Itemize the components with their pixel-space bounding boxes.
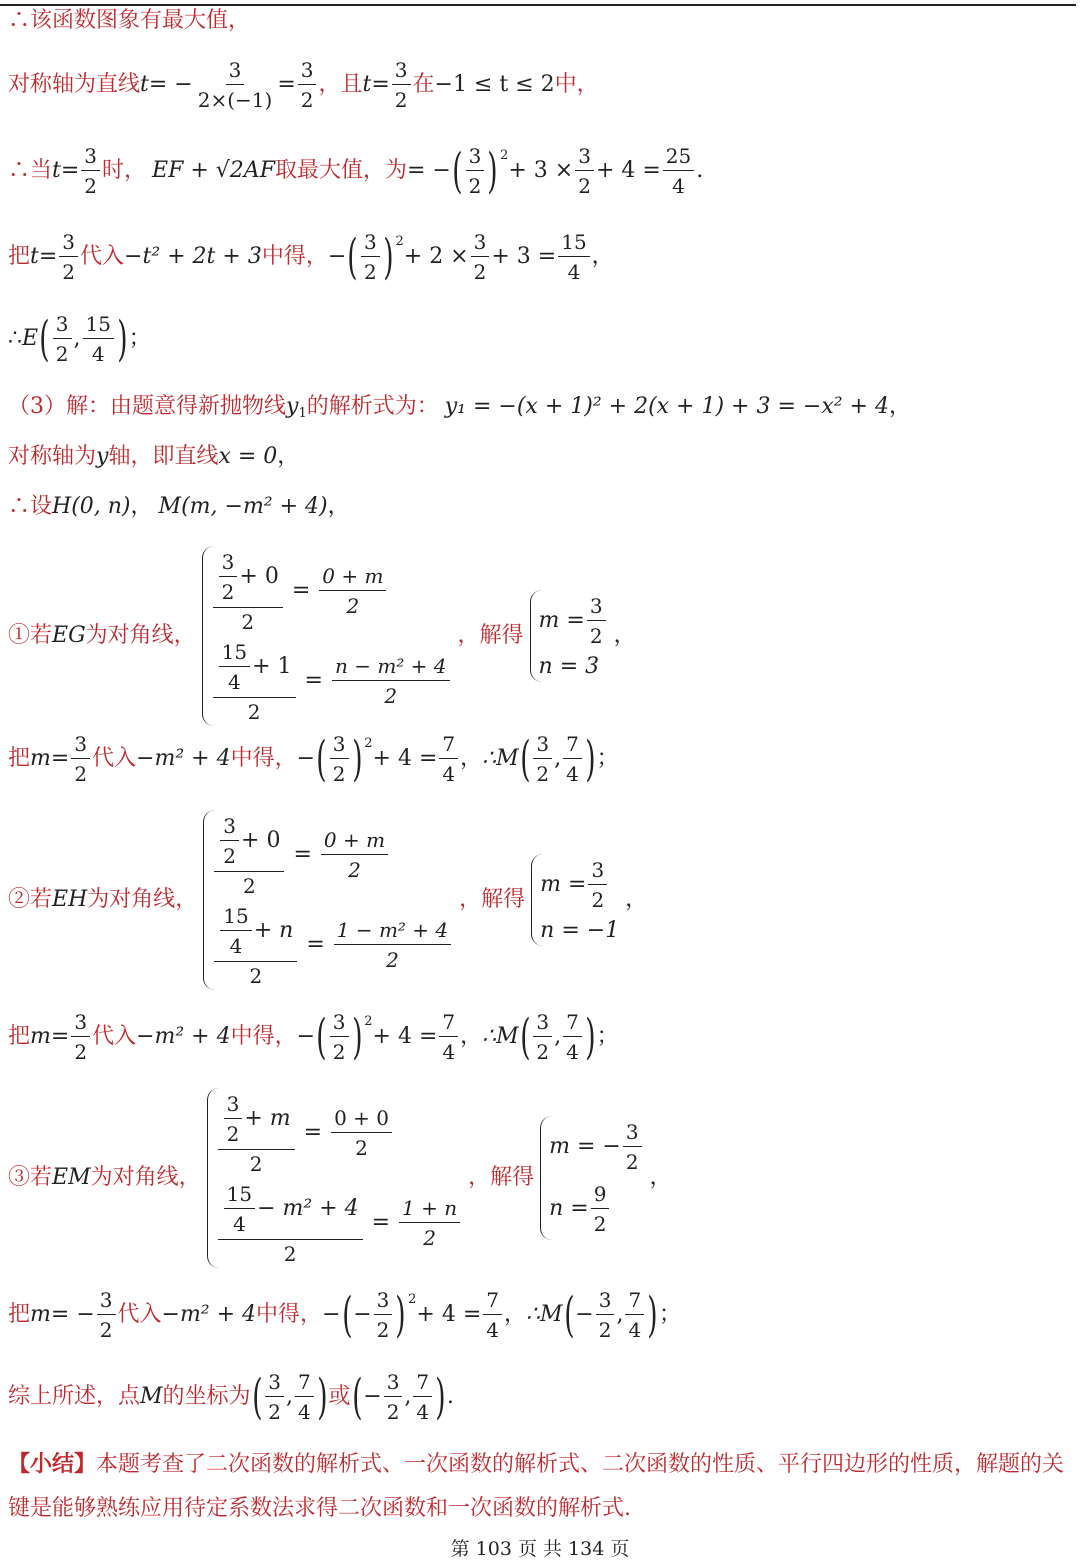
point-h: H(0, n)	[52, 494, 131, 519]
var: y	[96, 444, 109, 469]
fraction: $\frac{25}{4}$	[663, 144, 694, 198]
op: =	[38, 244, 58, 269]
var: t	[52, 158, 61, 183]
var: t	[140, 72, 149, 97]
line-axis	[8, 58, 599, 112]
case-2	[8, 810, 647, 990]
text: 中，	[554, 72, 599, 97]
text: 的解析式为：	[306, 394, 439, 419]
text: 中得，	[261, 244, 328, 269]
formula: y₁ = −(x + 1)² + 2(x + 1) + 3 = −x² + 4	[444, 394, 889, 419]
expression: EF + √2AF	[152, 158, 275, 183]
fraction: $\frac{3}{2}$	[361, 230, 380, 284]
case-1	[8, 546, 636, 726]
text: 代入	[92, 746, 137, 771]
op: −	[327, 244, 347, 269]
polynomial: −m² + 4	[136, 746, 231, 771]
line-sub-t: 把 t = $\frac{3}{2}$ 代入 −t² + 2t + 3 中得， − ( $\frac{3}{2}$ ) 2 + 2 × $\frac{3}{2}$ + 3 = $\frac{15}{4}$ ，	[8, 229, 614, 285]
text: ，解得	[459, 887, 526, 912]
text: ∴设	[8, 494, 53, 519]
equation-system: $\frac{3}{2}$ + 0 2 = $\frac{0 + m}{2}$ $\frac{15}{4}$ + n 2 = $\frac{\text{1 − m² + 4}}{2}$	[203, 810, 453, 990]
text: ∴当	[8, 158, 53, 183]
result-label: ∴M	[526, 1302, 563, 1327]
line-set-points	[8, 496, 350, 518]
fraction: $\frac{3}{2}$	[575, 144, 594, 198]
text: 把	[8, 1302, 31, 1327]
text: 综上所述，点	[8, 1384, 141, 1409]
subscript: 1	[298, 405, 307, 421]
point-label: E	[22, 326, 39, 351]
text: ③若	[8, 1165, 53, 1190]
punct: ，	[649, 1165, 672, 1190]
fraction: $\frac{3}{2}$	[53, 312, 72, 366]
fraction: $\frac{3}{2}$	[471, 230, 490, 284]
text: 为对角线，	[87, 887, 198, 912]
text: 中得，	[230, 1024, 297, 1049]
polynomial: −t² + 2t + 3	[124, 244, 262, 269]
text: 把	[8, 1024, 31, 1049]
text: 取最大值，为	[274, 158, 407, 183]
text: 或	[328, 1384, 351, 1409]
op: =	[277, 72, 296, 97]
equation-system: $\frac{3}{2}$ + 0 2 = $\frac{0 + m}{2}$ $\frac{15}{4}$ + 1 2 = $\frac{\text{n − m² + 4}}{2}$	[202, 546, 452, 726]
summary-text: 本题考查了二次函数的解析式、一次函数的解析式、二次函数的性质、平行四边形的性质，解题的关键是能够熟练应用待定系数法求得二次函数和一次函数的解析式.	[8, 1452, 1065, 1521]
op: = −	[406, 158, 451, 183]
punct: .	[696, 158, 704, 183]
text: 为对角线，	[85, 623, 196, 648]
page-footer: 第 103 页 共 134 页	[450, 1538, 630, 1560]
polynomial: −m² + 4	[161, 1302, 257, 1327]
point-label: M	[140, 1384, 163, 1409]
fraction: $\frac{3}{2}$	[298, 58, 317, 112]
text: 的坐标为	[162, 1384, 251, 1409]
op: + 2 ×	[403, 244, 469, 269]
fraction: $\frac{15}{4}$	[558, 230, 589, 284]
case-3	[8, 1088, 672, 1268]
var: m	[30, 746, 51, 771]
var: y	[286, 394, 299, 419]
punct: ，	[888, 394, 911, 419]
fraction: $\frac{3}{2}$	[71, 732, 90, 786]
text: 中得，	[256, 1302, 323, 1327]
var: m	[30, 1302, 51, 1327]
punct: ，	[625, 887, 648, 912]
text: 代入	[80, 244, 125, 269]
fraction: $\frac{15}{4}$	[83, 312, 114, 366]
exponent: 2	[500, 147, 509, 163]
op: + 4 =	[372, 746, 438, 771]
conclusion: 综上所述，点 M 的坐标为 ( $\frac{3}{2}$ , $\frac{7}{4}$ ) 或 ( − $\frac{3}{2}$ , $\frac{7}{4}$ ) .	[8, 1369, 454, 1425]
line-max-value	[8, 10, 250, 32]
sub-1: 把 m = $\frac{3}{2}$ 代入 −m² + 4 中得， − ( $\frac{3}{2}$ ) 2 + 4 = $\frac{7}{4}$ ， ∴M ( $\frac{3}{2}$ , $\frac{7}{4}$ ) ；	[8, 731, 619, 787]
punct: ，	[591, 244, 614, 269]
summary	[8, 1442, 1072, 1531]
op: −	[296, 746, 316, 771]
text: 轴，即直线	[108, 444, 219, 469]
punct: ；	[128, 326, 151, 351]
text: 把	[8, 244, 31, 269]
equation: x = 0	[218, 444, 278, 469]
segment: EM	[52, 1165, 91, 1190]
text: ，且	[318, 72, 363, 97]
solution-system: m = $\frac{3}{2}$ n = 3	[530, 590, 608, 682]
text: ，解得	[457, 623, 524, 648]
op: =	[50, 1024, 70, 1049]
text: ②若	[8, 887, 53, 912]
op: = −	[50, 1302, 95, 1327]
top-rule	[0, 4, 1076, 6]
text: 中得，	[230, 746, 297, 771]
text: 时，	[102, 158, 147, 183]
equation-system: $\frac{3}{2}$ + m 2 = $\frac{0 + 0}{2}$ $\frac{15}{4}$ − m² + 4 2 = $\frac{1 + n}{2}$	[207, 1088, 462, 1268]
var: m	[30, 1024, 51, 1049]
fraction: $\frac{3}{2}$	[59, 230, 78, 284]
text: （3）解：由题意得新抛物线	[8, 394, 286, 419]
fraction: $\frac{3}{2}$	[466, 144, 485, 198]
op: = −	[148, 72, 193, 97]
op: =	[50, 746, 70, 771]
op: + 4 =	[595, 158, 661, 183]
text: ∴	[8, 326, 22, 351]
op: + 3 =	[491, 244, 557, 269]
point-m: M(m, −m² + 4)	[158, 494, 328, 519]
text: 代入	[92, 1024, 137, 1049]
op: + 3 ×	[508, 158, 574, 183]
text: 在	[412, 72, 435, 97]
summary-tag: 【小结】	[8, 1451, 97, 1477]
range: −1 ≤ t ≤ 2	[434, 72, 555, 97]
text: 对称轴为	[8, 444, 97, 469]
segment: EH	[52, 887, 88, 912]
fraction: $\frac{3}{2}$	[392, 58, 411, 112]
polynomial: −m² + 4	[136, 1024, 231, 1049]
punct: ，	[613, 623, 636, 648]
punct: ，	[277, 444, 300, 469]
op: =	[371, 72, 390, 97]
solution-system: m = $\frac{3}{2}$ n = −1	[531, 854, 619, 946]
line-axis-y	[8, 446, 299, 468]
sub-3: 把 m = − $\frac{3}{2}$ 代入 −m² + 4 中得， − ( − $\frac{3}{2}$ ) 2 + 4 = $\frac{7}{4}$ ， ∴M ( − $\frac{3}{2}$ , $\frac{7}{4}$ ) ；	[8, 1287, 681, 1343]
result-label: ∴M	[482, 746, 519, 771]
text: 为对角线，	[90, 1165, 201, 1190]
line-new-parabola	[8, 394, 911, 421]
punct: ，	[327, 494, 350, 519]
line-point-e: ∴ E ( $\frac{3}{2}$ , $\frac{15}{4}$ ) ；	[8, 311, 151, 367]
text: 把	[8, 746, 31, 771]
punct: ，	[130, 494, 153, 519]
var: t	[362, 72, 372, 97]
var: t	[30, 244, 39, 269]
text: ∴该函数图象有最大值，	[8, 8, 251, 33]
text: ，解得	[468, 1165, 535, 1190]
segment: EG	[52, 623, 86, 648]
fraction: $\frac{3}{2}$	[81, 144, 100, 198]
sub-2: 把 m = $\frac{3}{2}$ 代入 −m² + 4 中得， − ( $\frac{3}{2}$ ) 2 + 4 = $\frac{7}{4}$ ， ∴M ( $\frac{3}{2}$ , $\frac{7}{4}$ ) ；	[8, 1009, 619, 1065]
line-max-calc: ∴当 t = $\frac{3}{2}$ 时， EF + √2AF 取最大值，为 = − ( $\frac{3}{2}$ ) 2 + 3 × $\frac{3}{2}$ + 4 = $\frac{25}{4}$ .	[8, 143, 704, 199]
result-label: ∴M	[482, 1024, 519, 1049]
op: =	[60, 158, 80, 183]
fraction: $\frac{3}{2\times(-1)}$	[197, 58, 273, 112]
exponent: 2	[395, 233, 404, 249]
solution-system: m = − $\frac{3}{2}$ n = $\frac{9}{2}$	[540, 1116, 643, 1240]
text: 代入	[117, 1302, 162, 1327]
text: ①若	[8, 623, 53, 648]
text: 对称轴为直线	[8, 72, 141, 97]
